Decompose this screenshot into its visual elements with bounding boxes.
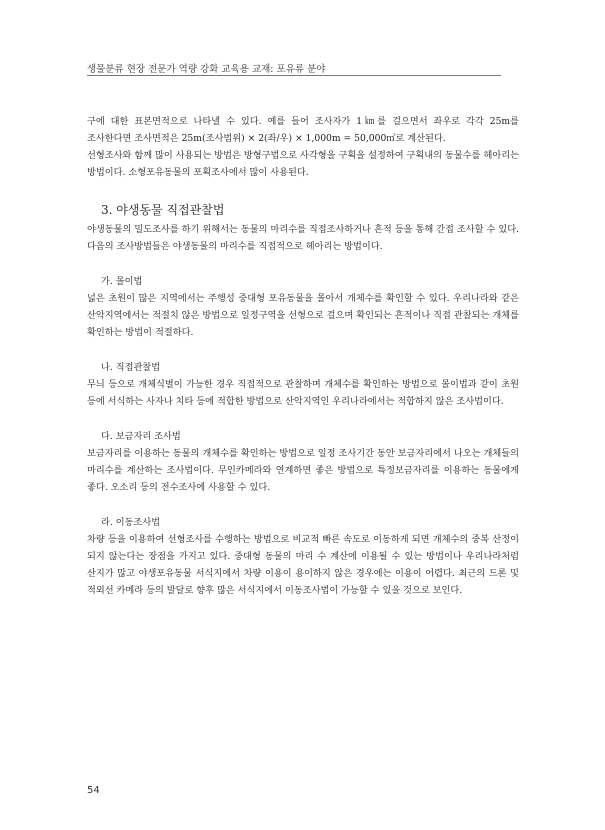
subsection-title-transect-survey: 라. 이동조사법 bbox=[101, 517, 161, 528]
subsection-body-direct-observation: 무늬 등으로 개체식별이 가능한 경우 직접적으로 관찰하며 개체수를 확인하는 방법으로 몰이법과 같이 초원 등에 서식하는 사자나 치타 등에 적합한 방법으로 산악지역인 우리나라에서는 적합하지 않은 조사법이다. bbox=[87, 379, 519, 407]
running-header: 생물분류 현장 전문가 역량 강화 교육용 교재: 포유류 분야 bbox=[87, 64, 326, 75]
subsection-body-den-survey: 보금자리를 이용하는 동물의 개체수를 확인하는 방법으로 일정 조사기간 동안 보금자리에서 나오는 개체들의 마리수를 계산하는 조사법이다. 무인카메라와 연계하면 좋은 방법으로 특정보금자리를 이용하는 동물에게 좋다. 오소리 등의 전수조사에 사용할 수 있다. bbox=[87, 448, 519, 493]
subsection-title-den-survey: 다. 보금자리 조사법 bbox=[101, 431, 181, 442]
subsection-body-drive-count: 넓은 초원이 많은 지역에서는 주행성 중대형 포유동물을 몰아서 개체수를 확인할 수 있다. 우리나라와 같은 산악지역에서는 적절치 않은 방법으로 일정구역을 선형으로 걸으며 확인되는 흔적이나 직접 관찰되는 개체를 확인하는 방법이 적절하다. bbox=[87, 293, 519, 338]
section-intro: 야생동물의 밀도조사를 하기 위해서는 동물의 마리수를 직접조사하거나 흔적 등을 통해 간접 조사할 수 있다. 다음의 조사방법들은 야생동물의 마리수를 직접적으로 헤아리는 방법이다. bbox=[87, 224, 519, 252]
intro-paragraph: 선형조사와 함께 많이 사용되는 방법은 방형구법으로 사각형을 구획을 설정하여 구획내의 동물수를 헤아리는 방법이다. 소형포유동물의 포획조사에서 많이 사용된다. bbox=[87, 150, 519, 178]
subsection-body-transect-survey: 차량 등을 이용하여 선형조사를 수행하는 방법으로 비교적 빠른 속도로 이동하게 되면 개체수의 중복 산정이 되지 않는다는 장점을 가지고 있다. 중대형 동물의 마리 수 계산에 이용될 수 있는 방법이나 우리나라처럼 산지가 많고 야생포유동물 서식지에서 차량 이용이 용이하지 않은 경우에는 이용이 어렵다. 최근의 드론 및 적외선 카메라 등의 발달로 향후 많은 서식지에서 이동조사법이 가능할 수 있을 것으로 보인다. bbox=[87, 534, 519, 596]
header-divider bbox=[87, 75, 501, 76]
intro-paragraph: 구에 대한 표본면적으로 나타낼 수 있다. 예를 들어 조사자가 1㎞를 걸으면서 좌우로 각각 25m를 조사한다면 조사면적은 25m(조사범위) × 2(좌/우) × 1,000m = 50,000㎡로 계산된다. bbox=[87, 116, 519, 144]
subsection-title-drive-count: 가. 몰이법 bbox=[101, 276, 143, 287]
page-body bbox=[87, 113, 519, 599]
subsection-title-direct-observation: 나. 직접관찰법 bbox=[101, 362, 161, 373]
page-number: 54 bbox=[87, 785, 100, 796]
section-title: 3. 야생동물 직접관찰법 bbox=[101, 203, 225, 217]
